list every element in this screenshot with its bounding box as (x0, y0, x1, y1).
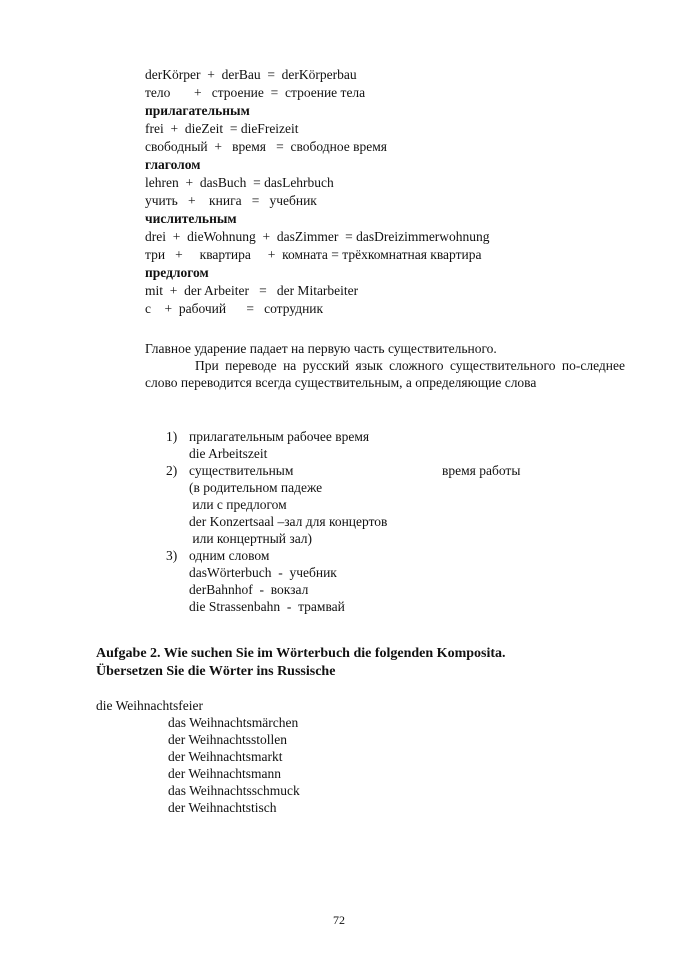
list-item-line: или концертный зал) (189, 531, 313, 546)
task-heading: Aufgabe 2. Wie suchen Sie im Wörterbuch die folgenden Komposita. (96, 646, 506, 661)
list-item-line: derBahnhof - вокзал (189, 582, 309, 597)
task-heading: Übersetzen Sie die Wörter ins Russische (96, 664, 336, 679)
example-heading: глаголом (145, 157, 201, 172)
list-item-side-note: время работы (442, 463, 521, 478)
list-number: 1) (166, 429, 178, 444)
example-heading: прилагательным (145, 103, 250, 118)
word-item: der Weihnachtsmann (168, 766, 282, 781)
example-line: frei + dieZeit = dieFreizeit (145, 121, 299, 136)
word-item: die Weihnachtsfeier (96, 698, 203, 713)
paragraph-stress: Главное ударение падает на первую часть существительного. (145, 341, 497, 356)
list-item-line: существительным (189, 463, 294, 478)
example-line: тело + строение = строение тела (145, 85, 366, 100)
list-item-line: die Arbeitszeit (189, 446, 268, 461)
list-item-line: или с предлогом (189, 497, 287, 512)
example-heading: числительным (145, 211, 237, 226)
example-line: свободный + время = свободное время (145, 139, 387, 154)
example-heading: предлогом (145, 265, 209, 280)
list-item-line: die Strassenbahn - трамвай (189, 599, 345, 614)
page-number: 72 (333, 913, 345, 927)
example-line: учить + книга = учебник (145, 193, 317, 208)
list-number: 3) (166, 548, 178, 563)
example-line: три + квартира + комната = трёхкомнатная квартира (145, 247, 482, 262)
example-line: lehren + dasBuch = dasLehrbuch (145, 175, 334, 190)
list-item-line: der Konzertsaal –зал для концертов (189, 514, 388, 529)
example-line: mit + der Arbeiter = der Mitarbeiter (145, 283, 359, 298)
paragraph-translation: При переводе на русский язык сложного существительного по-следнее слово переводится всегда существительным, а определяющие слова (145, 358, 625, 390)
list-number: 2) (166, 463, 178, 478)
word-item: der Weihnachtstisch (168, 800, 277, 815)
word-item: das Weihnachtsmärchen (168, 715, 299, 730)
example-line: drei + dieWohnung + dasZimmer = dasDreizimmerwohnung (145, 229, 490, 244)
word-item: das Weihnachtsschmuck (168, 783, 300, 798)
word-item: der Weihnachtsstollen (168, 732, 288, 747)
example-line: derKörper + derBau = derKörperbau (145, 67, 357, 82)
word-item: der Weihnachtsmarkt (168, 749, 283, 764)
list-item-line: одним словом (189, 548, 270, 563)
example-line: с + рабочий = сотрудник (145, 301, 324, 316)
list-item-line: (в родительном падеже (189, 480, 323, 495)
list-item-line: прилагательным рабочее время (189, 429, 370, 444)
list-item-line: dasWörterbuch - учебник (189, 565, 337, 580)
